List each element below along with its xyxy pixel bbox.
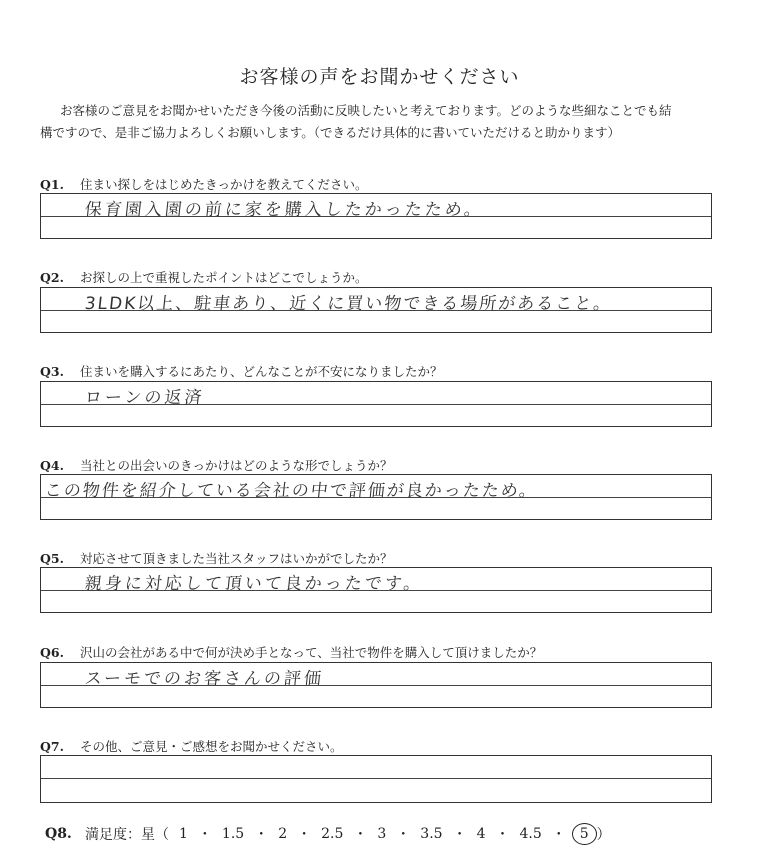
page-title: お客様の声をお聞かせください [239, 66, 520, 88]
question-number: Q5. [40, 551, 64, 566]
rating-option-4-5[interactable]: 4.5 [519, 826, 542, 842]
question-text: 対応させて頂きました当社スタッフはいかがでしたか？ [80, 551, 393, 566]
handwritten-answer: スーモでのお客さんの評価 [83, 669, 325, 689]
rating-separator: ・ [254, 827, 269, 843]
question-number: Q3. [40, 364, 64, 379]
rating-separator: ・ [396, 827, 411, 843]
answer-box-1[interactable] [40, 193, 712, 239]
question-6 [40, 643, 542, 661]
question-1 [40, 175, 368, 193]
rating-separator: ・ [297, 827, 312, 843]
handwritten-answer: この物件を紹介している会社の中で評価が良かったため。 [43, 481, 540, 501]
satisfaction-close: ） [596, 827, 611, 843]
intro-text-line-1: お客様のご意見をお聞かせいただき今後の活動に反映したいと考えております。どのような些細なことでも結 [60, 103, 672, 118]
question-number: Q4. [40, 458, 64, 473]
answer-box-4[interactable] [40, 474, 712, 520]
rating-scale [175, 823, 597, 845]
question-number: Q8. [45, 826, 72, 842]
answer-box-2[interactable] [40, 287, 712, 333]
question-4 [40, 456, 393, 474]
rating-option-1[interactable]: 1 [179, 826, 188, 842]
rating-option-2-5[interactable]: 2.5 [321, 826, 344, 842]
question-number: Q7. [40, 739, 64, 754]
question-5 [40, 549, 393, 567]
rating-separator: ・ [551, 827, 566, 843]
rating-separator: ・ [495, 827, 510, 843]
rating-option-4[interactable]: 4 [476, 826, 486, 842]
rating-separator: ・ [452, 827, 467, 843]
handwritten-answer: 親身に対応して頂いて良かったです。 [83, 574, 425, 594]
question-3 [40, 362, 443, 380]
question-text: 住まいを購入するにあたり、どんなことが不安になりましたか？ [80, 364, 443, 379]
satisfaction-label: 満足度：星（ [85, 827, 169, 843]
rating-option-5[interactable]: 5 [572, 823, 597, 845]
answer-box-5[interactable] [40, 567, 712, 613]
satisfaction-rating [45, 823, 611, 845]
question-2 [40, 268, 368, 286]
question-number: Q2. [40, 270, 64, 285]
question-text: 沢山の会社がある中で何が決め手となって、当社で物件を購入して頂けましたか？ [80, 645, 543, 660]
question-7 [40, 737, 343, 755]
question-text: 住まい探しをはじめたきっかけを教えてください。 [80, 177, 368, 192]
rating-separator: ・ [353, 827, 368, 843]
question-text: その他、ご意見・ご感想をお聞かせください。 [80, 739, 343, 754]
intro-text-line-2: 構ですので、是非ご協力よろしくお願いします。（できるだけ具体的に書いていただけると助かります） [40, 125, 621, 140]
rating-option-3-5[interactable]: 3.5 [420, 826, 443, 842]
answer-box-7[interactable] [40, 755, 712, 803]
rating-separator: ・ [197, 827, 212, 843]
answer-box-6[interactable] [40, 662, 712, 708]
rating-option-2[interactable]: 2 [278, 826, 288, 842]
answer-box-3[interactable] [40, 381, 712, 427]
question-number: Q1. [40, 177, 64, 192]
question-text: 当社との出会いのきっかけはどのような形でしょうか？ [80, 458, 393, 473]
rating-option-3[interactable]: 3 [377, 826, 387, 842]
question-number: Q6. [40, 645, 64, 660]
rating-option-1-5[interactable]: 1.5 [221, 826, 245, 842]
handwritten-answer: ローンの返済 [83, 388, 206, 408]
handwritten-answer: 保育園入園の前に家を購入したかったため。 [83, 200, 486, 220]
question-text: お探しの上で重視したポイントはどこでしょうか。 [80, 270, 368, 285]
handwritten-answer: 3LDK以上、駐車あり、近くに買い物できる場所があること。 [83, 294, 614, 314]
